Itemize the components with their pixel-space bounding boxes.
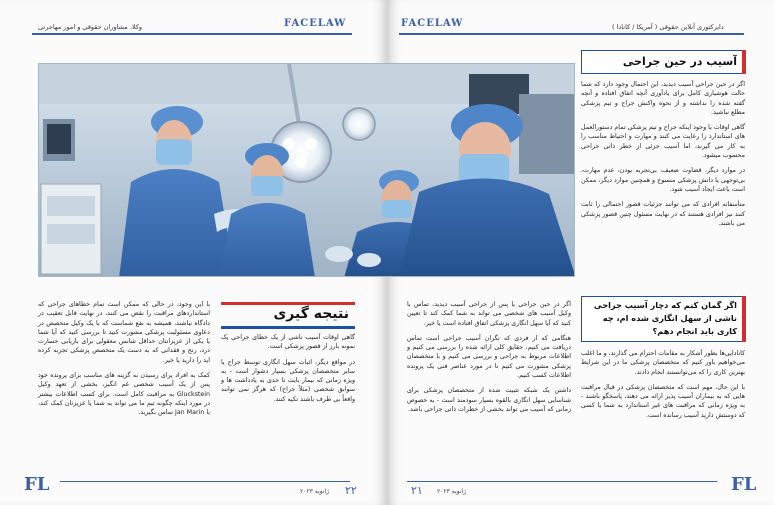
- facelaw-logo-left: FL: [24, 474, 50, 495]
- surgery-paragraph-4: متأسفانه افرادی که می توانند جزئیات قصور احتمالی را ثابت کنند نیز افرادی هستند که در نهایت مسئول چنین قصور پزشکی می باشند.: [581, 201, 745, 227]
- conclusion-paragraph-2: در مواقع دیگر، اثبات سهل انگاری توسط جراح یا سایر متخصصان پزشکی بسیار دشوار است - به ویژه زمانی که بیمار بایت تا حدی به یادداشت ها و سوابق شخصی (مثلاً جراح) که هرگز نمی توانند واقعاً بی طرف باشند تکیه کنند.: [221, 358, 355, 403]
- left-footer-rule: [60, 481, 350, 482]
- conclusion-body: [221, 333, 355, 410]
- middle-right-paragraph-2: هنگامی که از فردی که نگران آسیب جراحی است تماس دریافت می کنیم، حقایق کلی ارائه شده را بررسی می کنیم و اطلاعات مربوط به جراحی و بررسی می کنیم و با متخصصان پزشکی مشورت می کنیم تا در مورد عناصر فنی یک پرونده اطلاعات کسب کنیم.: [407, 334, 571, 380]
- right-header-brand: FACELAW: [401, 18, 464, 29]
- middle-right-paragraph-3: داشتن یک شبکه تثبیت شده از متخصصان پزشکی برای شناسایی سهل انگاری بالقوه بسیار سودمند است - به خصوص زمانی که آسیب می تواند بخشی از خطرات ذاتی جراحی باشد.: [407, 387, 571, 413]
- negligence-paragraph-1: کانادایی‌ها بطور آشکار به مقامات احترام می گذارند، و ما اغلب می‌خواهیم باور کنیم که متخصصان پزشکی ما در این شرایط بهترین کاری را که می‌توانستند انجام دادند.: [580, 350, 745, 376]
- right-header-rule: [399, 33, 744, 35]
- conclusion-red-accent: [221, 302, 355, 305]
- conclusion-title: نتیجه گیری: [273, 306, 349, 322]
- negligence-paragraph-2: با این حال، مهم است که متخصصان پزشکی در قبال مراقبت هایی که به بیماران آسیب پذیر ارائه می دهند، پاسخگو باشند - به ویژه زمانی که مراقبت های غیر استاندارد به شما یا کسی که دوستش دارید آسیب رسانده است.: [581, 383, 745, 419]
- left-page-number: ۲۲: [345, 484, 357, 497]
- right-page-number: ۲۱: [411, 484, 423, 497]
- left-header-title: وکلا، مشاوران حقوقی و امور مهاجرتی: [38, 23, 143, 31]
- left-column-paragraph-1: با این وجود، در حالی که ممکن است تمام خطاهای جراحی که استانداردهای مراقبت را نقض می کنند، در نهایت قابل تعقیب در دادگاه نباشند، همیشه به نفع شماست که با یک وکیل متخصص در دعاوی مسئولیت پزشکی مشورت کنید تا بررسی کنید که آیا شما یا یکی از عزیزانتان حداقل شانس معقولی برای بازیابی خسارت درد، رنج و فقدانی که به دست یک متخصص پزشکی تجربه کرده اید را دارید یا خیر.: [38, 301, 210, 364]
- surgery-paragraph-3: در موارد دیگر، قضاوت ضعیف، بی‌تجربه بودن، عدم مهارت، بی‌توجهی یا دانش پزشکی منسوخ و همچنین موارد دیگر، ممکن است باعث ایجاد آسیب شود.: [581, 167, 745, 193]
- facelaw-logo-right: FL: [731, 474, 757, 495]
- surgery-red-accent: [742, 50, 746, 74]
- right-header-title: دایرکتوری آنلاین حقوقی ( آمریکا / کانادا ): [612, 23, 724, 31]
- surgery-paragraph-1: اگر در حین جراحی آسیب دیدید، این احتمال وجود دارد که شما حالت هوشیاری کامل برای یادآوری آنچه اتفاق افتاده و آنچه گفته شده را نداشته و از نحوه واکنش جراح و تیم پزشکی مطلع نباشید.: [581, 81, 745, 116]
- right-footer-rule: [407, 481, 717, 482]
- left-header-rule: [32, 33, 352, 35]
- surgery-paragraph-2: گاهی اوقات با وجود اینکه جراح و تیم پزشکی تمام دستورالعمل های استاندارد را رعایت می کنند و مهارت و احتیاط مناسب را به کار می گیرند، اما آسیب جزئی از خطر ذاتی جراحی محسوب میشود.: [581, 124, 745, 160]
- middle-right-column-body: [407, 300, 571, 420]
- negligence-title: اگر گمان کنم که دچار آسیب جراحی ناشی از سهل انگاری شده ام، چه کاری باید انجام دهم؟: [593, 300, 737, 336]
- right-footer-date: ژانویه ۲۰۲۳: [437, 488, 467, 495]
- left-column-body: [38, 300, 210, 424]
- middle-right-paragraph-1: اگر در حین جراحی یا پس از جراحی آسیب دیدید، تماس با وکیل آسیب های شخصی می تواند به شما کمک کند تا تعیین کنید که آیا سهل انگاری پزشکی اتفاق افتاده است یا خیر.: [407, 301, 571, 327]
- left-column-paragraph-2: کمک به افراد برای رسیدن به گزینه های مناسب برای پرونده خود پس از یک آسیب شخصی غم انگیز، بخشی از تعهد وکیل Gluckstein به مراقبت کامل است. برای کسب اطلاعات بیشتر در مورد اینکه چگونه تیم ما می تواند به شما یا عزیزتان کمک کند، با Jan Marin تماس بگیرید.: [38, 372, 210, 417]
- conclusion-blue-accent: [221, 326, 355, 329]
- surgery-body: [581, 80, 745, 234]
- left-footer-date: ژانویه ۲۰۲۳: [300, 488, 330, 495]
- surgery-illustration: [39, 64, 575, 277]
- surgery-title: آسیب در حین جراحی: [622, 55, 737, 68]
- negligence-body: [581, 349, 745, 426]
- conclusion-paragraph-1: گاهی اوقات آسیب ناشی از یک خطای جراحی یک نمونه بارز از قصور پزشکی است.: [221, 334, 355, 351]
- left-header-brand: FACELAW: [284, 18, 347, 29]
- negligence-red-accent: [742, 296, 746, 342]
- surgeons-photo: [38, 63, 575, 277]
